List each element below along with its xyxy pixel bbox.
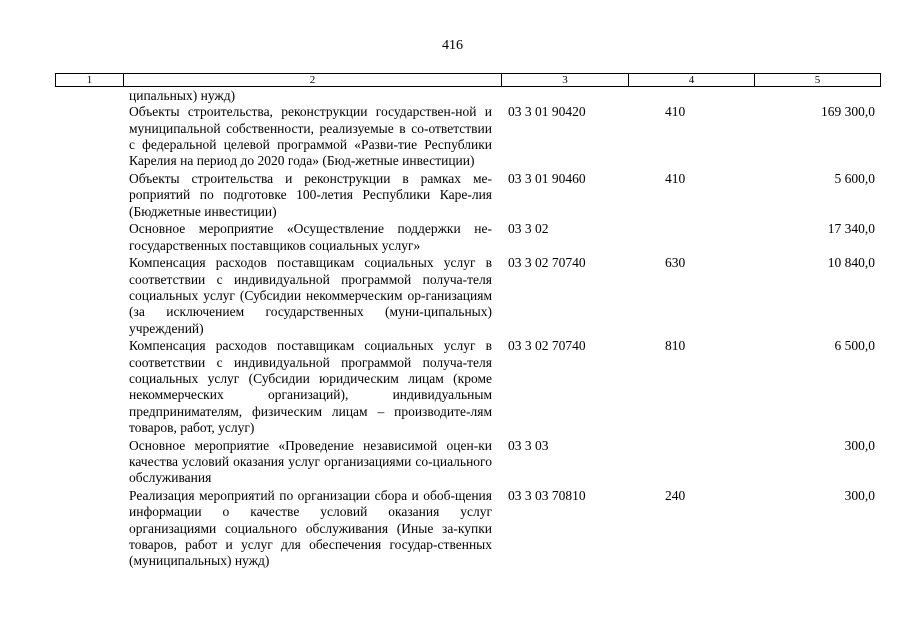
row-code: 03 3 03 70810 xyxy=(508,488,586,504)
row-code: 03 3 02 xyxy=(508,221,549,237)
table-row xyxy=(0,438,905,487)
row-amount: 17 340,0 xyxy=(827,221,875,237)
row-expense-type: 410 xyxy=(665,104,686,120)
row-expense-type: 630 xyxy=(665,255,686,271)
row-amount: 6 500,0 xyxy=(834,338,875,354)
row-code: 03 3 02 70740 xyxy=(508,338,586,354)
row-description: Объекты строительства, реконструкции государствен-ной и муниципальной собственности, реализуемые в со-ответствии с федеральной целевой программой «Разви-тие Республики Карелия на период до 2020 года» (Бюд-жетные инвестиции) xyxy=(129,104,492,169)
row-amount: 300,0 xyxy=(844,437,875,453)
row-amount: 10 840,0 xyxy=(827,255,875,271)
table-row xyxy=(0,255,905,336)
table-row xyxy=(0,338,905,436)
table-row xyxy=(0,104,905,169)
row-code: 03 3 01 90460 xyxy=(508,170,586,186)
column-header-table xyxy=(55,73,881,87)
row-description: Компенсация расходов поставщикам социальных услуг в соответствии с индивидуальной программой получа-теля социальных услуг (Субсидии некоммерческим ор-ганизациям (за исключением государственных (муни-ципальных) учреждений) xyxy=(129,255,492,336)
row-description: Компенсация расходов поставщикам социальных услуг в соответствии с индивидуальной программой получа-теля социальных услуг (Субсидии юридическим лицам (кроме некоммерческих организаций), индивидуальным предпринимателям, физическим лицам – производите-лям товаров, работ, услуг) xyxy=(129,338,492,435)
column-header-1: 1 xyxy=(56,74,124,87)
row-expense-type: 810 xyxy=(665,338,686,354)
column-header-4: 4 xyxy=(629,74,755,87)
column-header-row xyxy=(56,74,881,87)
row-code: 03 3 01 90420 xyxy=(508,104,586,120)
row-expense-type: 410 xyxy=(665,170,686,186)
row-description: Основное мероприятие «Проведение независимой оцен-ки качества условий оказания услуг организациями со-циального обслуживания xyxy=(129,437,492,486)
column-header-3: 3 xyxy=(502,74,629,87)
column-header-2: 2 xyxy=(124,74,502,87)
row-expense-type: 240 xyxy=(665,488,686,504)
row-description: Основное мероприятие «Осуществление поддержки не-государственных поставщиков социальных услуг» xyxy=(129,221,492,253)
row-amount: 5 600,0 xyxy=(834,170,875,186)
row-description: Реализация мероприятий по организации сбора и обоб-щения информации о качестве условий оказания услуг организациями социального обслуживания (Иные за-купки товаров, работ и услуг для обеспечения государ-ственных (муниципальных) нужд) xyxy=(129,488,492,569)
row-code: 03 3 02 70740 xyxy=(508,255,586,271)
row-description: Объекты строительства и реконструкции в рамках ме-роприятий по подготовке 100-летия Республики Каре-лия (Бюджетные инвестиции) xyxy=(129,170,492,219)
table-row xyxy=(0,488,905,569)
page-number: 416 xyxy=(442,38,463,53)
column-header-5: 5 xyxy=(755,74,881,87)
row-amount: 300,0 xyxy=(844,488,875,504)
row-description: ципальных) нужд) xyxy=(129,88,236,103)
table-row xyxy=(0,221,905,254)
row-amount: 169 300,0 xyxy=(821,104,875,120)
row-code: 03 3 03 xyxy=(508,437,549,453)
table-row xyxy=(0,88,905,104)
table-row xyxy=(0,171,905,220)
budget-rows xyxy=(0,88,905,570)
